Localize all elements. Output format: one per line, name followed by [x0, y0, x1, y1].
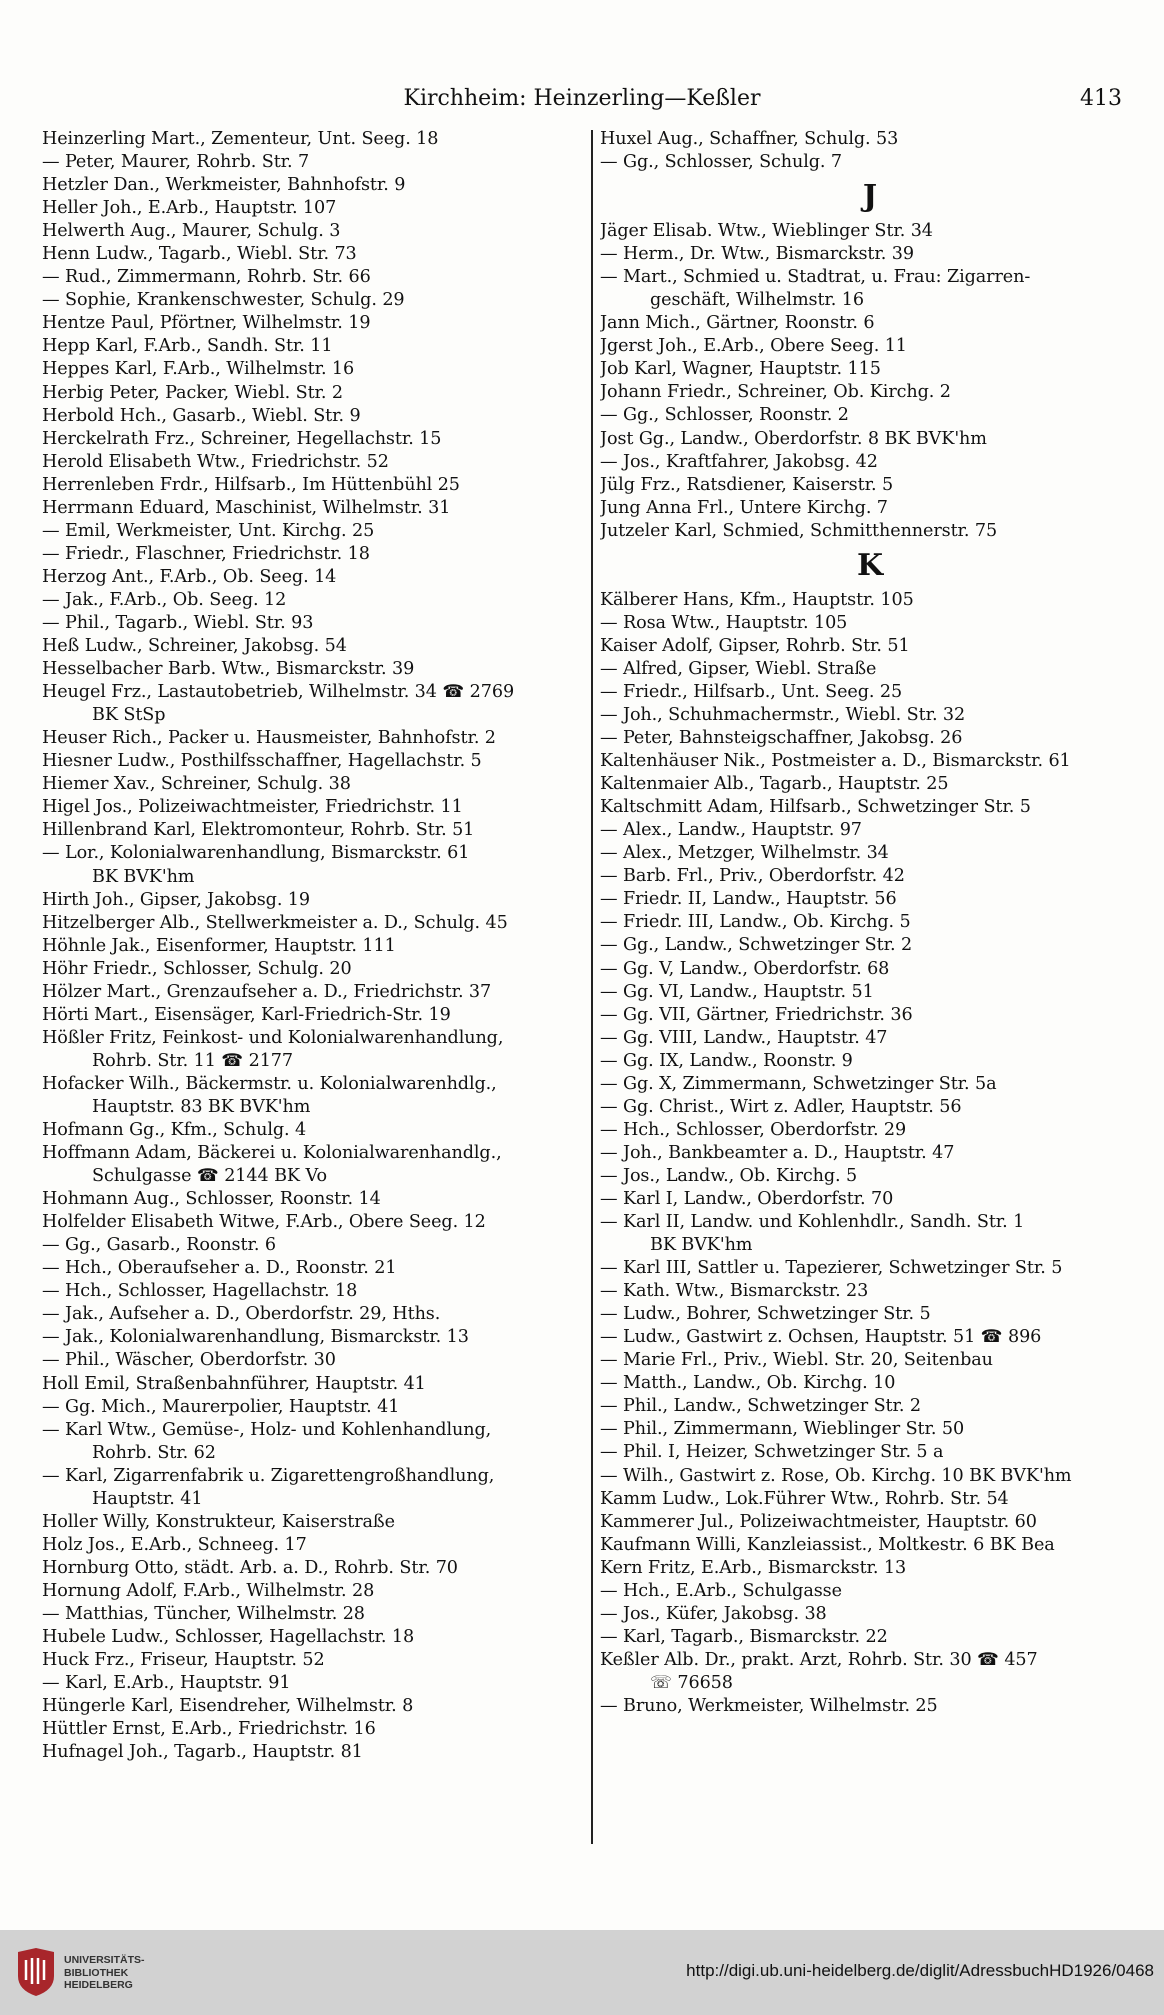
directory-entry: Herrmann Eduard, Maschinist, Wilhelmstr. 31 [42, 497, 451, 518]
directory-entry: Hitzelberger Alb., Stellwerkmeister a. D., Schulg. 45 [42, 912, 508, 933]
directory-entry: Hüngerle Karl, Eisendreher, Wilhelmstr. 8 [42, 1696, 414, 1717]
directory-entry: — Karl Wtw., Gemüse-, Holz- und Kohlenhandlung, [42, 1419, 492, 1440]
directory-entry: Hillenbrand Karl, Elektromonteur, Rohrb. Str. 51 [42, 820, 475, 841]
entry-continuation: BK BVK'hm [650, 1235, 753, 1256]
library-logo-icon [12, 1946, 60, 1998]
directory-entry: — Gg. VI, Landw., Hauptstr. 51 [600, 981, 874, 1002]
section-letter-j: J [862, 179, 878, 215]
entry-continuation: Schulgasse ☎ 2144 BK Vo [92, 1166, 327, 1187]
directory-entry: Hepp Karl, F.Arb., Sandh. Str. 11 [42, 336, 333, 357]
directory-entry: — Gg. VIII, Landw., Hauptstr. 47 [600, 1027, 888, 1048]
directory-entry: Heinzerling Mart., Zementeur, Unt. Seeg. 18 [42, 129, 439, 149]
directory-entry: — Emil, Werkmeister, Unt. Kirchg. 25 [42, 520, 375, 541]
directory-entry: — Jos., Landw., Ob. Kirchg. 5 [600, 1165, 858, 1186]
directory-entry: Holfelder Elisabeth Witwe, F.Arb., Obere Seeg. 12 [42, 1212, 486, 1233]
directory-entry: — Friedr., Flaschner, Friedrichstr. 18 [42, 543, 370, 564]
directory-entry: Kaiser Adolf, Gipser, Rohrb. Str. 51 [600, 635, 910, 656]
directory-entry: Hüttler Ernst, E.Arb., Friedrichstr. 16 [42, 1719, 376, 1740]
directory-entry: Hölzer Mart., Grenzaufseher a. D., Friedrichstr. 37 [42, 981, 492, 1002]
entry-continuation: Rohrb. Str. 11 ☎ 2177 [92, 1050, 293, 1071]
directory-entry: Henn Ludw., Tagarb., Wiebl. Str. 73 [42, 244, 357, 265]
directory-entry: — Gg. X, Zimmermann, Schwetzinger Str. 5a [600, 1073, 997, 1094]
directory-entry: Höhr Friedr., Schlosser, Schulg. 20 [42, 958, 352, 979]
directory-entry: — Hch., E.Arb., Schulgasse [600, 1580, 842, 1601]
directory-entry: Heller Joh., E.Arb., Hauptstr. 107 [42, 198, 337, 219]
directory-entry: — Barb. Frl., Priv., Oberdorfstr. 42 [600, 866, 905, 887]
directory-entry: — Phil., Zimmermann, Wieblinger Str. 50 [600, 1419, 965, 1440]
directory-entry: Hiesner Ludw., Posthilfsschaffner, Hagellachstr. 5 [42, 751, 482, 772]
directory-entry: — Karl, E.Arb., Hauptstr. 91 [42, 1673, 291, 1694]
directory-entry: Kaufmann Willi, Kanzleiassist., Moltkestr. 6 BK Bea [600, 1534, 1055, 1555]
directory-entry: Kammerer Jul., Polizeiwachtmeister, Hauptstr. 60 [600, 1511, 1037, 1532]
directory-entry: — Jak., Kolonialwarenhandlung, Bismarckstr. 13 [42, 1327, 469, 1348]
directory-entry: — Phil., Tagarb., Wiebl. Str. 93 [42, 612, 314, 633]
entry-continuation: ☏ 76658 [650, 1672, 733, 1693]
directory-entry: Jutzeler Karl, Schmied, Schmitthennerstr. 75 [600, 520, 998, 541]
viewer-footer [0, 1930, 1164, 2015]
directory-entry: Hofmann Gg., Kfm., Schulg. 4 [42, 1120, 307, 1141]
directory-entry: Kaltenmaier Alb., Tagarb., Hauptstr. 25 [600, 774, 949, 795]
directory-entry: — Ludw., Gastwirt z. Ochsen, Hauptstr. 51 ☎ 896 [600, 1327, 1042, 1348]
section-j-entries [600, 220, 1140, 543]
directory-entry: — Gg., Schlosser, Schulg. 7 [600, 152, 843, 173]
left-column [42, 128, 587, 1764]
running-title: Kirchheim: Heinzerling—Keßler [403, 86, 761, 111]
directory-entry: Jost Gg., Landw., Oberdorfstr. 8 BK BVK'hm [600, 428, 987, 449]
directory-entry: Jung Anna Frl., Untere Kirchg. 7 [600, 497, 888, 518]
directory-entry: — Jak., Aufseher a. D., Oberdorfstr. 29, Hths. [42, 1304, 441, 1325]
directory-entry: Hornung Adolf, F.Arb., Wilhelmstr. 28 [42, 1580, 375, 1601]
directory-entry: — Bruno, Werkmeister, Wilhelmstr. 25 [600, 1696, 938, 1716]
directory-entry: — Karl, Tagarb., Bismarckstr. 22 [600, 1626, 888, 1647]
directory-entry: Kamm Ludw., Lok.Führer Wtw., Rohrb. Str. 54 [600, 1488, 1009, 1509]
directory-entry: — Matthias, Tüncher, Wilhelmstr. 28 [42, 1604, 365, 1624]
directory-entry: — Peter, Maurer, Rohrb. Str. 7 [42, 152, 310, 173]
directory-entry: — Kath. Wtw., Bismarckstr. 23 [600, 1281, 869, 1302]
section-k-entries [600, 589, 1140, 1718]
directory-entry: — Alex., Landw., Hauptstr. 97 [600, 820, 862, 841]
directory-entry: Keßler Alb. Dr., prakt. Arzt, Rohrb. Str. 30 ☎ 457 [600, 1649, 1038, 1670]
directory-entry: — Hch., Schlosser, Oberdorfstr. 29 [600, 1119, 907, 1140]
directory-entry: — Marie Frl., Priv., Wiebl. Str. 20, Seitenbau [600, 1350, 993, 1371]
directory-entry: Kern Fritz, E.Arb., Bismarckstr. 13 [600, 1557, 907, 1578]
directory-entry: — Phil. I, Heizer, Schwetzinger Str. 5 a [600, 1442, 944, 1463]
entry-continuation: BK StSp [92, 705, 166, 726]
directory-entry: — Hch., Oberaufseher a. D., Roonstr. 21 [42, 1258, 397, 1279]
directory-entry: Jgerst Joh., E.Arb., Obere Seeg. 11 [600, 336, 907, 357]
directory-entry: Heppes Karl, F.Arb., Wilhelmstr. 16 [42, 359, 355, 380]
entry-continuation: Hauptstr. 41 [92, 1488, 203, 1509]
library-logo-text [64, 1954, 145, 1992]
directory-entry: Holl Emil, Straßenbahnführer, Hauptstr. 41 [42, 1373, 426, 1394]
section-letter-k: K [856, 547, 884, 583]
directory-entry: Jäger Elisab. Wtw., Wieblinger Str. 34 [600, 221, 933, 242]
directory-entry: Hubele Ludw., Schlosser, Hagellachstr. 18 [42, 1627, 415, 1648]
directory-entry: Hohmann Aug., Schlosser, Roonstr. 14 [42, 1189, 381, 1210]
logo-line: BIBLIOTHEK [64, 1966, 129, 1979]
right-column [600, 128, 1140, 1718]
column-divider [591, 130, 593, 1844]
directory-entry: Höhnle Jak., Eisenformer, Hauptstr. 111 [42, 935, 396, 956]
directory-entry: Holler Willy, Konstrukteur, Kaiserstraße [42, 1511, 395, 1532]
directory-entry: Helwerth Aug., Maurer, Schulg. 3 [42, 221, 341, 242]
directory-entry: Heuser Rich., Packer u. Hausmeister, Bahnhofstr. 2 [42, 728, 496, 749]
directory-entry: Hößler Fritz, Feinkost- und Kolonialwarenhandlung, [42, 1027, 504, 1048]
entry-continuation: Hauptstr. 83 BK BVK'hm [92, 1096, 311, 1117]
directory-entry: Johann Friedr., Schreiner, Ob. Kirchg. 2 [600, 382, 951, 403]
directory-entry: — Sophie, Krankenschwester, Schulg. 29 [42, 290, 405, 311]
directory-entry: — Herm., Dr. Wtw., Bismarckstr. 39 [600, 244, 914, 265]
directory-entry: Heß Ludw., Schreiner, Jakobsg. 54 [42, 636, 347, 657]
directory-entry: Hesselbacher Barb. Wtw., Bismarckstr. 39 [42, 659, 415, 680]
directory-entry: — Karl, Zigarrenfabrik u. Zigarettengroßhandlung, [42, 1465, 495, 1486]
directory-entry: Hofacker Wilh., Bäckermstr. u. Kolonialwarenhdlg., [42, 1073, 497, 1094]
directory-entry: — Wilh., Gastwirt z. Rose, Ob. Kirchg. 10 BK BVK'hm [600, 1465, 1072, 1486]
directory-entry: Hoffmann Adam, Bäckerei u. Kolonialwarenhandlg., [42, 1143, 502, 1164]
directory-entry: Huxel Aug., Schaffner, Schulg. 53 [600, 129, 899, 149]
directory-entry: — Gg. VII, Gärtner, Friedrichstr. 36 [600, 1004, 913, 1025]
directory-entry: Herrenleben Frdr., Hilfsarb., Im Hüttenbühl 25 [42, 474, 460, 495]
directory-entry: Kaltenhäuser Nik., Postmeister a. D., Bismarckstr. 61 [600, 751, 1071, 772]
directory-entry: — Friedr., Hilfsarb., Unt. Seeg. 25 [600, 681, 903, 702]
directory-entry: — Gg. Mich., Maurerpolier, Hauptstr. 41 [42, 1396, 400, 1417]
directory-entry: — Phil., Landw., Schwetzinger Str. 2 [600, 1396, 921, 1417]
directory-entry: — Jos., Kraftfahrer, Jakobsg. 42 [600, 451, 878, 472]
directory-entry: — Friedr. II, Landw., Hauptstr. 56 [600, 889, 897, 910]
directory-entry: Herbig Peter, Packer, Wiebl. Str. 2 [42, 382, 344, 403]
directory-entry: — Jak., F.Arb., Ob. Seeg. 12 [42, 589, 287, 610]
logo-line: HEIDELBERG [64, 1979, 133, 1991]
directory-entry: Holz Jos., E.Arb., Schneeg. 17 [42, 1534, 307, 1555]
directory-entry: — Mart., Schmied u. Stadtrat, u. Frau: Zigarren- [600, 267, 1031, 288]
directory-entry: — Karl I, Landw., Oberdorfstr. 70 [600, 1188, 894, 1209]
directory-entry: Kälberer Hans, Kfm., Hauptstr. 105 [600, 589, 914, 610]
directory-entry: — Matth., Landw., Ob. Kirchg. 10 [600, 1373, 896, 1394]
directory-entry: Herold Elisabeth Wtw., Friedrichstr. 52 [42, 451, 389, 472]
directory-entry: Jülg Frz., Ratsdiener, Kaiserstr. 5 [600, 474, 894, 495]
page-number: 413 [1080, 86, 1122, 111]
directory-entry: Huck Frz., Friseur, Hauptstr. 52 [42, 1650, 325, 1671]
directory-entry: — Rud., Zimmermann, Rohrb. Str. 66 [42, 267, 371, 288]
directory-entry: — Gg. V, Landw., Oberdorfstr. 68 [600, 958, 890, 979]
library-logo[interactable] [12, 1942, 162, 2002]
logo-line: UNIVERSITÄTS- [64, 1954, 145, 1966]
entry-continuation: BK BVK'hm [92, 866, 195, 887]
directory-entry: Herbold Hch., Gasarb., Wiebl. Str. 9 [42, 405, 361, 426]
right-column-top-entries [600, 128, 1140, 174]
directory-entry: Higel Jos., Polizeiwachtmeister, Friedrichstr. 11 [42, 797, 463, 818]
directory-entry: Hetzler Dan., Werkmeister, Bahnhofstr. 9 [42, 175, 406, 196]
entry-continuation: Rohrb. Str. 62 [92, 1442, 216, 1463]
entry-continuation: geschäft, Wilhelmstr. 16 [650, 290, 864, 311]
directory-entry: Heugel Frz., Lastautobetrieb, Wilhelmstr. 34 ☎ 2769 [42, 682, 515, 703]
directory-entry: Hufnagel Joh., Tagarb., Hauptstr. 81 [42, 1742, 363, 1763]
directory-entry: — Joh., Schuhmachermstr., Wiebl. Str. 32 [600, 704, 966, 725]
directory-entry: — Jos., Küfer, Jakobsg. 38 [600, 1603, 827, 1624]
directory-entry: — Hch., Schlosser, Hagellachstr. 18 [42, 1281, 358, 1302]
directory-entry: Hörti Mart., Eisensäger, Karl-Friedrich-Str. 19 [42, 1004, 451, 1025]
permalink-url[interactable]: http://digi.ub.uni-heidelberg.de/diglit/AdressbuchHD1926/0468 [686, 1961, 1154, 1980]
directory-entry: Kaltschmitt Adam, Hilfsarb., Schwetzinger Str. 5 [600, 797, 1031, 818]
directory-entry: — Karl III, Sattler u. Tapezierer, Schwetzinger Str. 5 [600, 1258, 1063, 1279]
directory-entry: — Gg., Landw., Schwetzinger Str. 2 [600, 935, 913, 956]
directory-entry: Hentze Paul, Pförtner, Wilhelmstr. 19 [42, 313, 371, 334]
directory-entry: — Ludw., Bohrer, Schwetzinger Str. 5 [600, 1304, 931, 1325]
directory-entry: Herzog Ant., F.Arb., Ob. Seeg. 14 [42, 566, 337, 587]
directory-entry: Herckelrath Frz., Schreiner, Hegellachstr. 15 [42, 428, 442, 449]
directory-entry: — Karl II, Landw. und Kohlenhdlr., Sandh. Str. 1 [600, 1212, 1025, 1233]
directory-entry: — Gg., Gasarb., Roonstr. 6 [42, 1235, 276, 1256]
directory-entry: — Gg., Schlosser, Roonstr. 2 [600, 405, 849, 426]
directory-entry: — Friedr. III, Landw., Ob. Kirchg. 5 [600, 912, 911, 933]
page-header [42, 86, 1122, 116]
directory-entry: Job Karl, Wagner, Hauptstr. 115 [600, 359, 881, 380]
directory-entry: — Lor., Kolonialwarenhandlung, Bismarckstr. 61 [42, 843, 470, 864]
directory-entry: Hornburg Otto, städt. Arb. a. D., Rohrb. Str. 70 [42, 1557, 458, 1578]
directory-entry: — Joh., Bankbeamter a. D., Hauptstr. 47 [600, 1142, 955, 1163]
directory-entry: — Gg. Christ., Wirt z. Adler, Hauptstr. 56 [600, 1096, 962, 1117]
directory-entry: — Peter, Bahnsteigschaffner, Jakobsg. 26 [600, 728, 963, 749]
directory-entry: — Gg. IX, Landw., Roonstr. 9 [600, 1050, 853, 1071]
directory-entry: — Alex., Metzger, Wilhelmstr. 34 [600, 843, 889, 864]
directory-entry: Hirth Joh., Gipser, Jakobsg. 19 [42, 889, 310, 910]
directory-entry: — Alfred, Gipser, Wiebl. Straße [600, 658, 877, 679]
directory-entry: — Rosa Wtw., Hauptstr. 105 [600, 612, 848, 633]
directory-entry: — Phil., Wäscher, Oberdorfstr. 30 [42, 1350, 336, 1371]
directory-entry: Hiemer Xav., Schreiner, Schulg. 38 [42, 774, 351, 795]
directory-entry: Jann Mich., Gärtner, Roonstr. 6 [600, 313, 875, 334]
